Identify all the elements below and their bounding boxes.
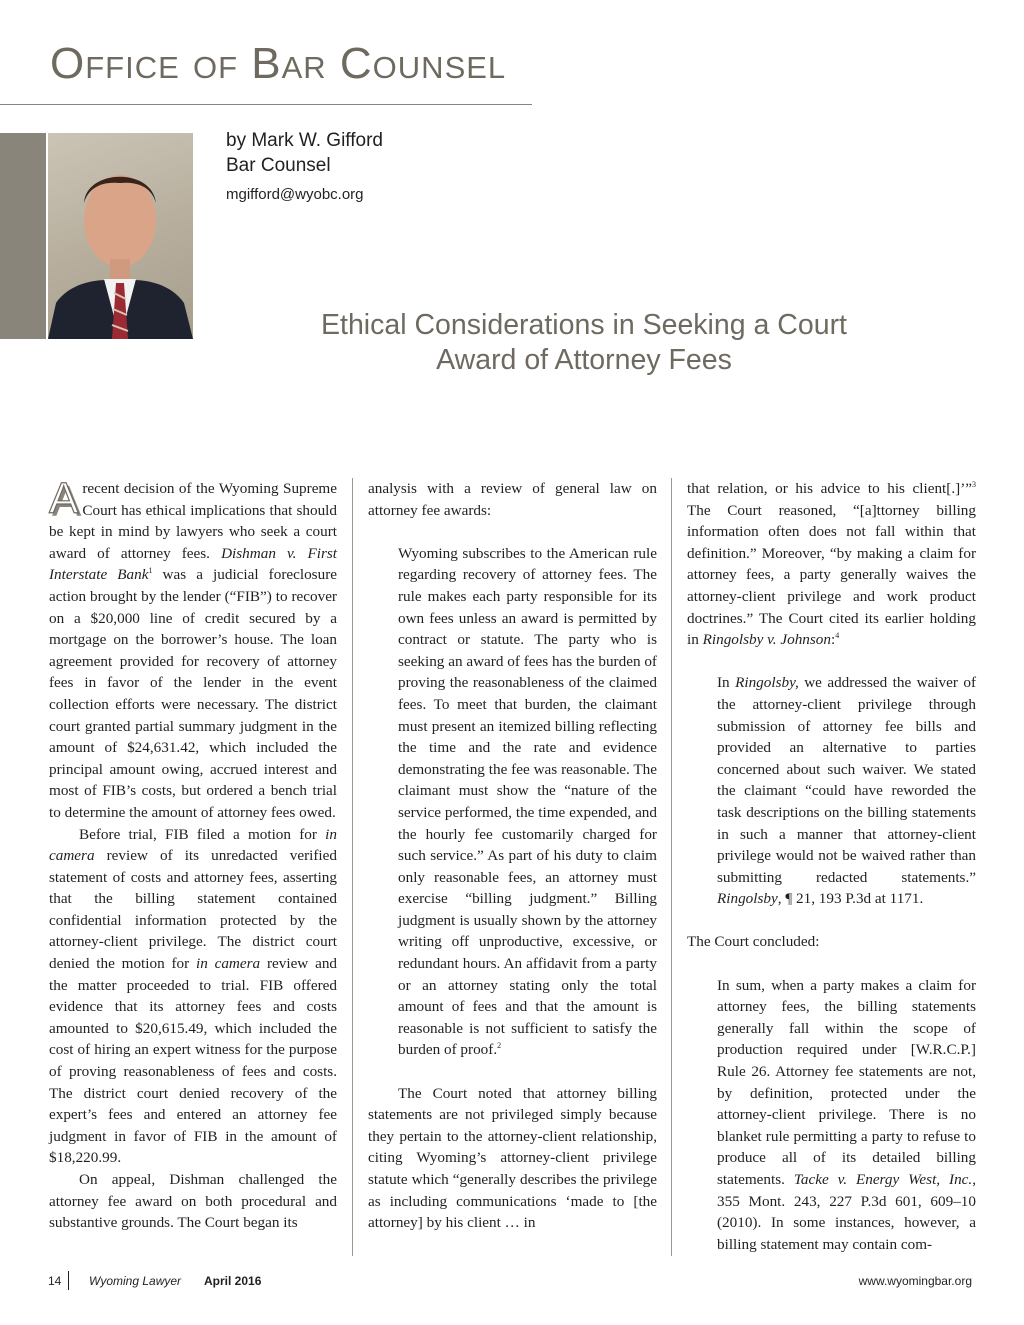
article-title [250,308,918,378]
website-link[interactable]: www.wyomingbar.org [858,1274,972,1288]
header-rule [0,104,532,105]
footnote-ref: 2 [497,1041,502,1051]
author-email[interactable]: mgifford@wyobc.org [226,186,364,203]
paragraph: On appeal, Dishman challenged the attorney fee award on both procedural and substantive grounds. The Court began its [49,1171,337,1232]
footnote-ref: 1 [148,566,153,576]
footer-divider [68,1271,69,1290]
column-2 [368,478,657,1234]
author-name: by Mark W. Gifford [226,130,383,151]
article-title-line-2: Award of Attorney Fees [436,344,732,376]
decorative-side-bar [0,133,46,339]
block-quote: In Ringolsby, we addressed the waiver of the attorney-client privilege through submission of attorney fee bills and provided an alternative to parties concerned about such waiver. We stated the claimant “could have reworded the task descriptions on the billing statements in such a manner that attorney-client privilege would not be waived rather than submitting redacted statements.” Ringolsby, ¶ 21, 193 P.3d at 1171. [717,674,976,908]
article-title-line-1: Ethical Considerations in Seeking a Court [321,309,847,341]
department-heading: Office of Bar Counsel [50,39,507,88]
block-quote: In sum, when a party makes a claim for attorney fees, the billing statements generally fall within the scope of production required under [W.R.C.P.] Rule 26. Attorney fee statements are not, by definition, protected under the attorney-client privilege. There is no blanket rule permitting a party to refuse to produce all of its detailed billing statements. Tacke v. Energy West, Inc., 355 Mont. 243, 227 P.3d 601, 609–10 (2010). In some instances, however, a billing statement may contain com- [717,976,976,1253]
author-photo [48,133,193,339]
case-citation: Dishman v. First Interstate Bank [49,544,338,584]
page-number: 14 [48,1274,62,1288]
paragraph: that relation, or his advice to his client[.]’”$^3$ The Court reasoned, “[a]ttorney billing information often does not fall within that definition.” Moreover, “by making a claim for attorney fees, a party generally waives the attorney-client privilege and work product doctrines.” The Court cited its earlier holding in Ringolsby v. Johnson:$^4$ [687,479,976,649]
paragraph: The Court noted that attorney billing statements are not privileged simply because they pertain to the attorney-client relationship, citing Wyoming’s attorney-client privilege statute which “generally describes the privilege as including communications ‘made to [the attorney] by his client … in [368,1084,657,1232]
drop-cap: A [49,474,79,523]
column-3 [687,478,976,1255]
footnote-ref: 4 [835,631,840,641]
column-divider [352,478,353,1256]
paragraph: Arecent decision of the Wyoming Supreme Court has ethical implications that should be kept in mind by lawyers who seek a court award of attorney fees. Dishman v. First Interstate Bank$^1$ was a judicial foreclosure action brought by the lender (“FIB”) to recover on a $20,000 line of credit secured by a mortgage on the borrower’s house. The loan agreement provided for recovery of attorney fees in favor of the lender in the event collection efforts were necessary. The district court granted partial summary judgment in the amount of $24,631.42, which included the principal amount owing, accrued interest and most of FIB’s costs, but ordered a bench trial to determine the amount of attorney fees owed. [49,474,338,821]
author-role: Bar Counsel [226,155,331,176]
page-footer [0,1274,1024,1294]
block-quote: Wyoming subscribes to the American rule regarding recovery of attorney fees. The rule makes each party responsible for its own fees unless an award is permitted by contract or statute. The party who is seeking an award of fees has the burden of proving the reasonableness of the claimed fees. To meet that burden, the claimant must present an itemized billing reflecting the time and the rate and evidence demonstrating the fee was reasonable. The claimant must show the “nature of the service performed, the time expended, and the hourly fee customarily charged for such service.” As part of his duty to claim only reasonable fees, an attorney must exercise “billing judgment.” Billing judgment is usually shown by the attorney writing off unproductive, excessive, or redundant hours. An affidavit from a party or an attorney stating only the total amount of fees and that the amount is reasonable is not sufficient to satisfy the burden of proof.$^2$ [398,544,657,1059]
paragraph: The Court concluded: [687,933,820,951]
footnote-ref: 3 [972,479,976,489]
issue-date: April 2016 [204,1274,262,1288]
byline [226,128,383,203]
column-1 [49,474,338,1234]
publication-name: Wyoming Lawyer [89,1274,182,1288]
case-citation: Ringolsby v. Johnson [702,631,831,649]
column-divider [671,478,672,1256]
paragraph: Before trial, FIB filed a motion for in camera review of its unredacted verified statement of costs and attorney fees, asserting that the billing statement contained confidential information protected by the attorney-client privilege. The district court denied the motion for in camera review and the matter proceeded to trial. FIB offered evidence that its attorney fees and costs amounted to $20,615.49, which included the cost of hiring an expert witness for the purpose of proving reasonableness of fees and costs. The district court denied recovery of the expert’s fees and entered an attorney fee judgment in favor of FIB in the amount of $18,220.99. [49,825,338,1167]
paragraph: analysis with a review of general law on attorney fee awards: [368,480,657,519]
